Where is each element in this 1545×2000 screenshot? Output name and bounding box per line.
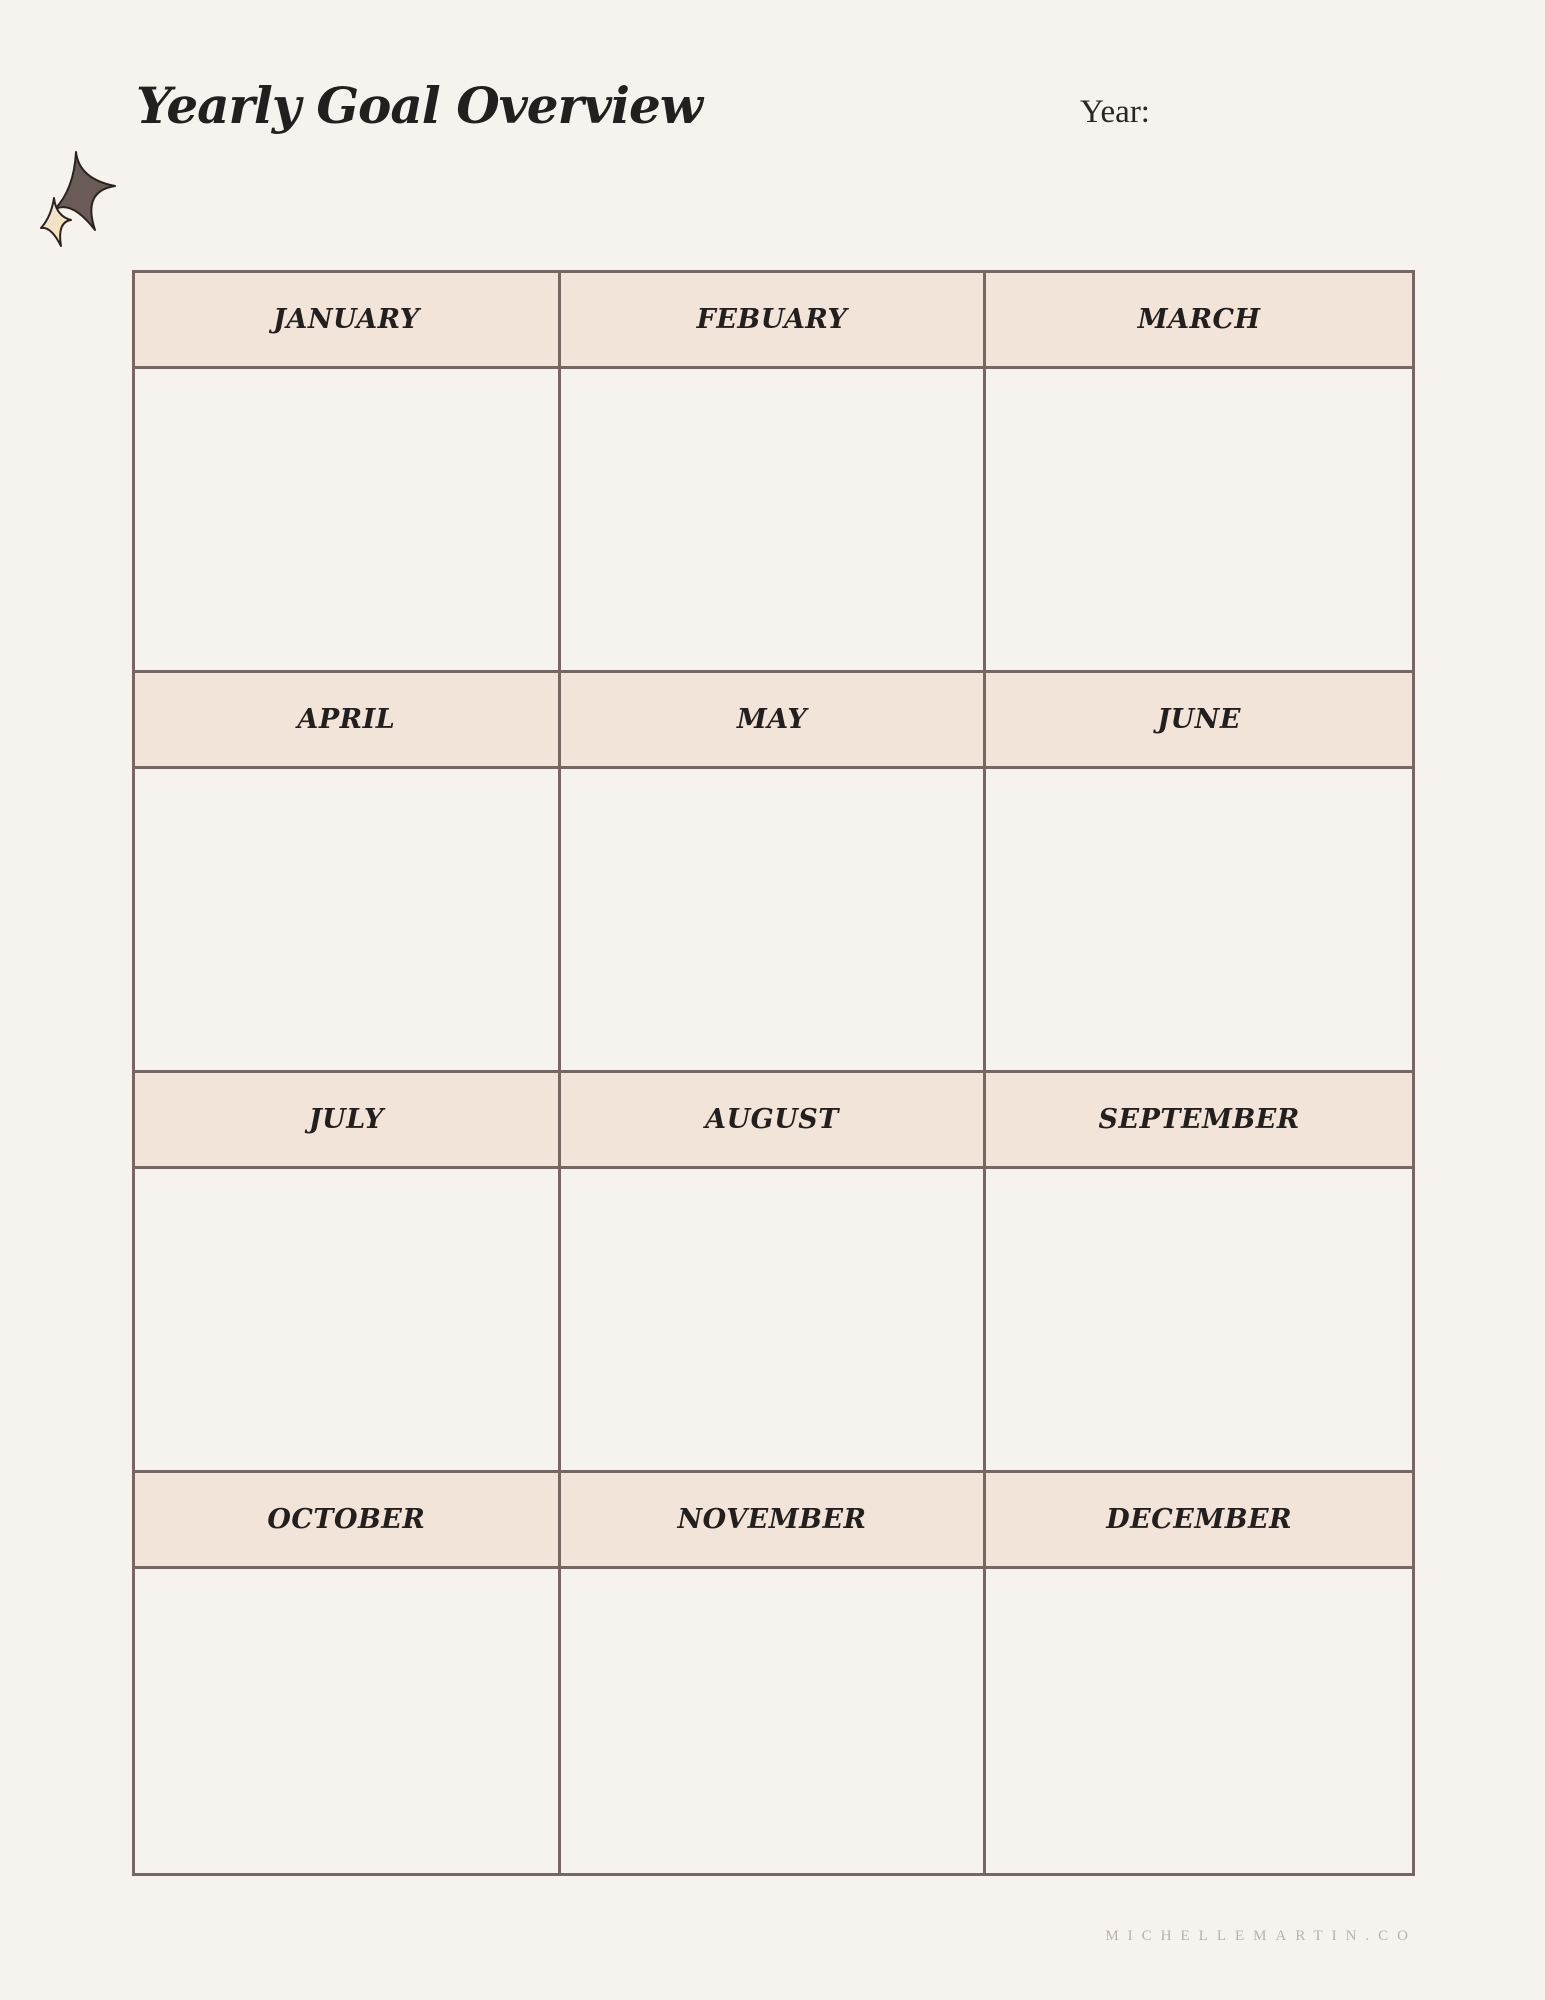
month-goal-area[interactable] — [561, 769, 984, 1070]
year-label: Year: — [1080, 94, 1150, 130]
month-header: MARCH — [986, 273, 1412, 369]
month-header: AUGUST — [561, 1073, 984, 1169]
month-cell-may — [561, 673, 987, 1073]
month-goal-area[interactable] — [561, 1169, 984, 1470]
month-cell-july — [135, 1073, 561, 1473]
month-header: SEPTEMBER — [986, 1073, 1412, 1169]
month-header: JANUARY — [135, 273, 558, 369]
month-header: FEBUARY — [561, 273, 984, 369]
month-header: DECEMBER — [986, 1473, 1412, 1569]
month-goal-area[interactable] — [135, 1169, 558, 1470]
month-header: JUNE — [986, 673, 1412, 769]
month-cell-january — [135, 273, 561, 673]
month-cell-september — [986, 1073, 1412, 1473]
month-goal-area[interactable] — [561, 1569, 984, 1873]
month-header: APRIL — [135, 673, 558, 769]
month-header: MAY — [561, 673, 984, 769]
month-cell-november — [561, 1473, 987, 1873]
month-cell-february — [561, 273, 987, 673]
month-cell-march — [986, 273, 1412, 673]
month-goal-area[interactable] — [135, 1569, 558, 1873]
sparkles-decoration — [36, 146, 126, 256]
month-header: NOVEMBER — [561, 1473, 984, 1569]
month-cell-august — [561, 1073, 987, 1473]
month-cell-december — [986, 1473, 1412, 1873]
month-cell-june — [986, 673, 1412, 1073]
month-goal-area[interactable] — [561, 369, 984, 670]
month-goal-area[interactable] — [986, 1569, 1412, 1873]
month-goal-area[interactable] — [135, 769, 558, 1070]
page-title: Yearly Goal Overview — [136, 76, 702, 135]
month-goal-area[interactable] — [986, 769, 1412, 1070]
month-header: JULY — [135, 1073, 558, 1169]
month-goal-area[interactable] — [986, 1169, 1412, 1470]
month-goal-area[interactable] — [135, 369, 558, 670]
month-header: OCTOBER — [135, 1473, 558, 1569]
month-cell-april — [135, 673, 561, 1073]
footer-credit: MICHELLEMARTIN.CO — [1105, 1928, 1417, 1944]
month-grid — [132, 270, 1415, 1876]
month-goal-area[interactable] — [986, 369, 1412, 670]
month-cell-october — [135, 1473, 561, 1873]
